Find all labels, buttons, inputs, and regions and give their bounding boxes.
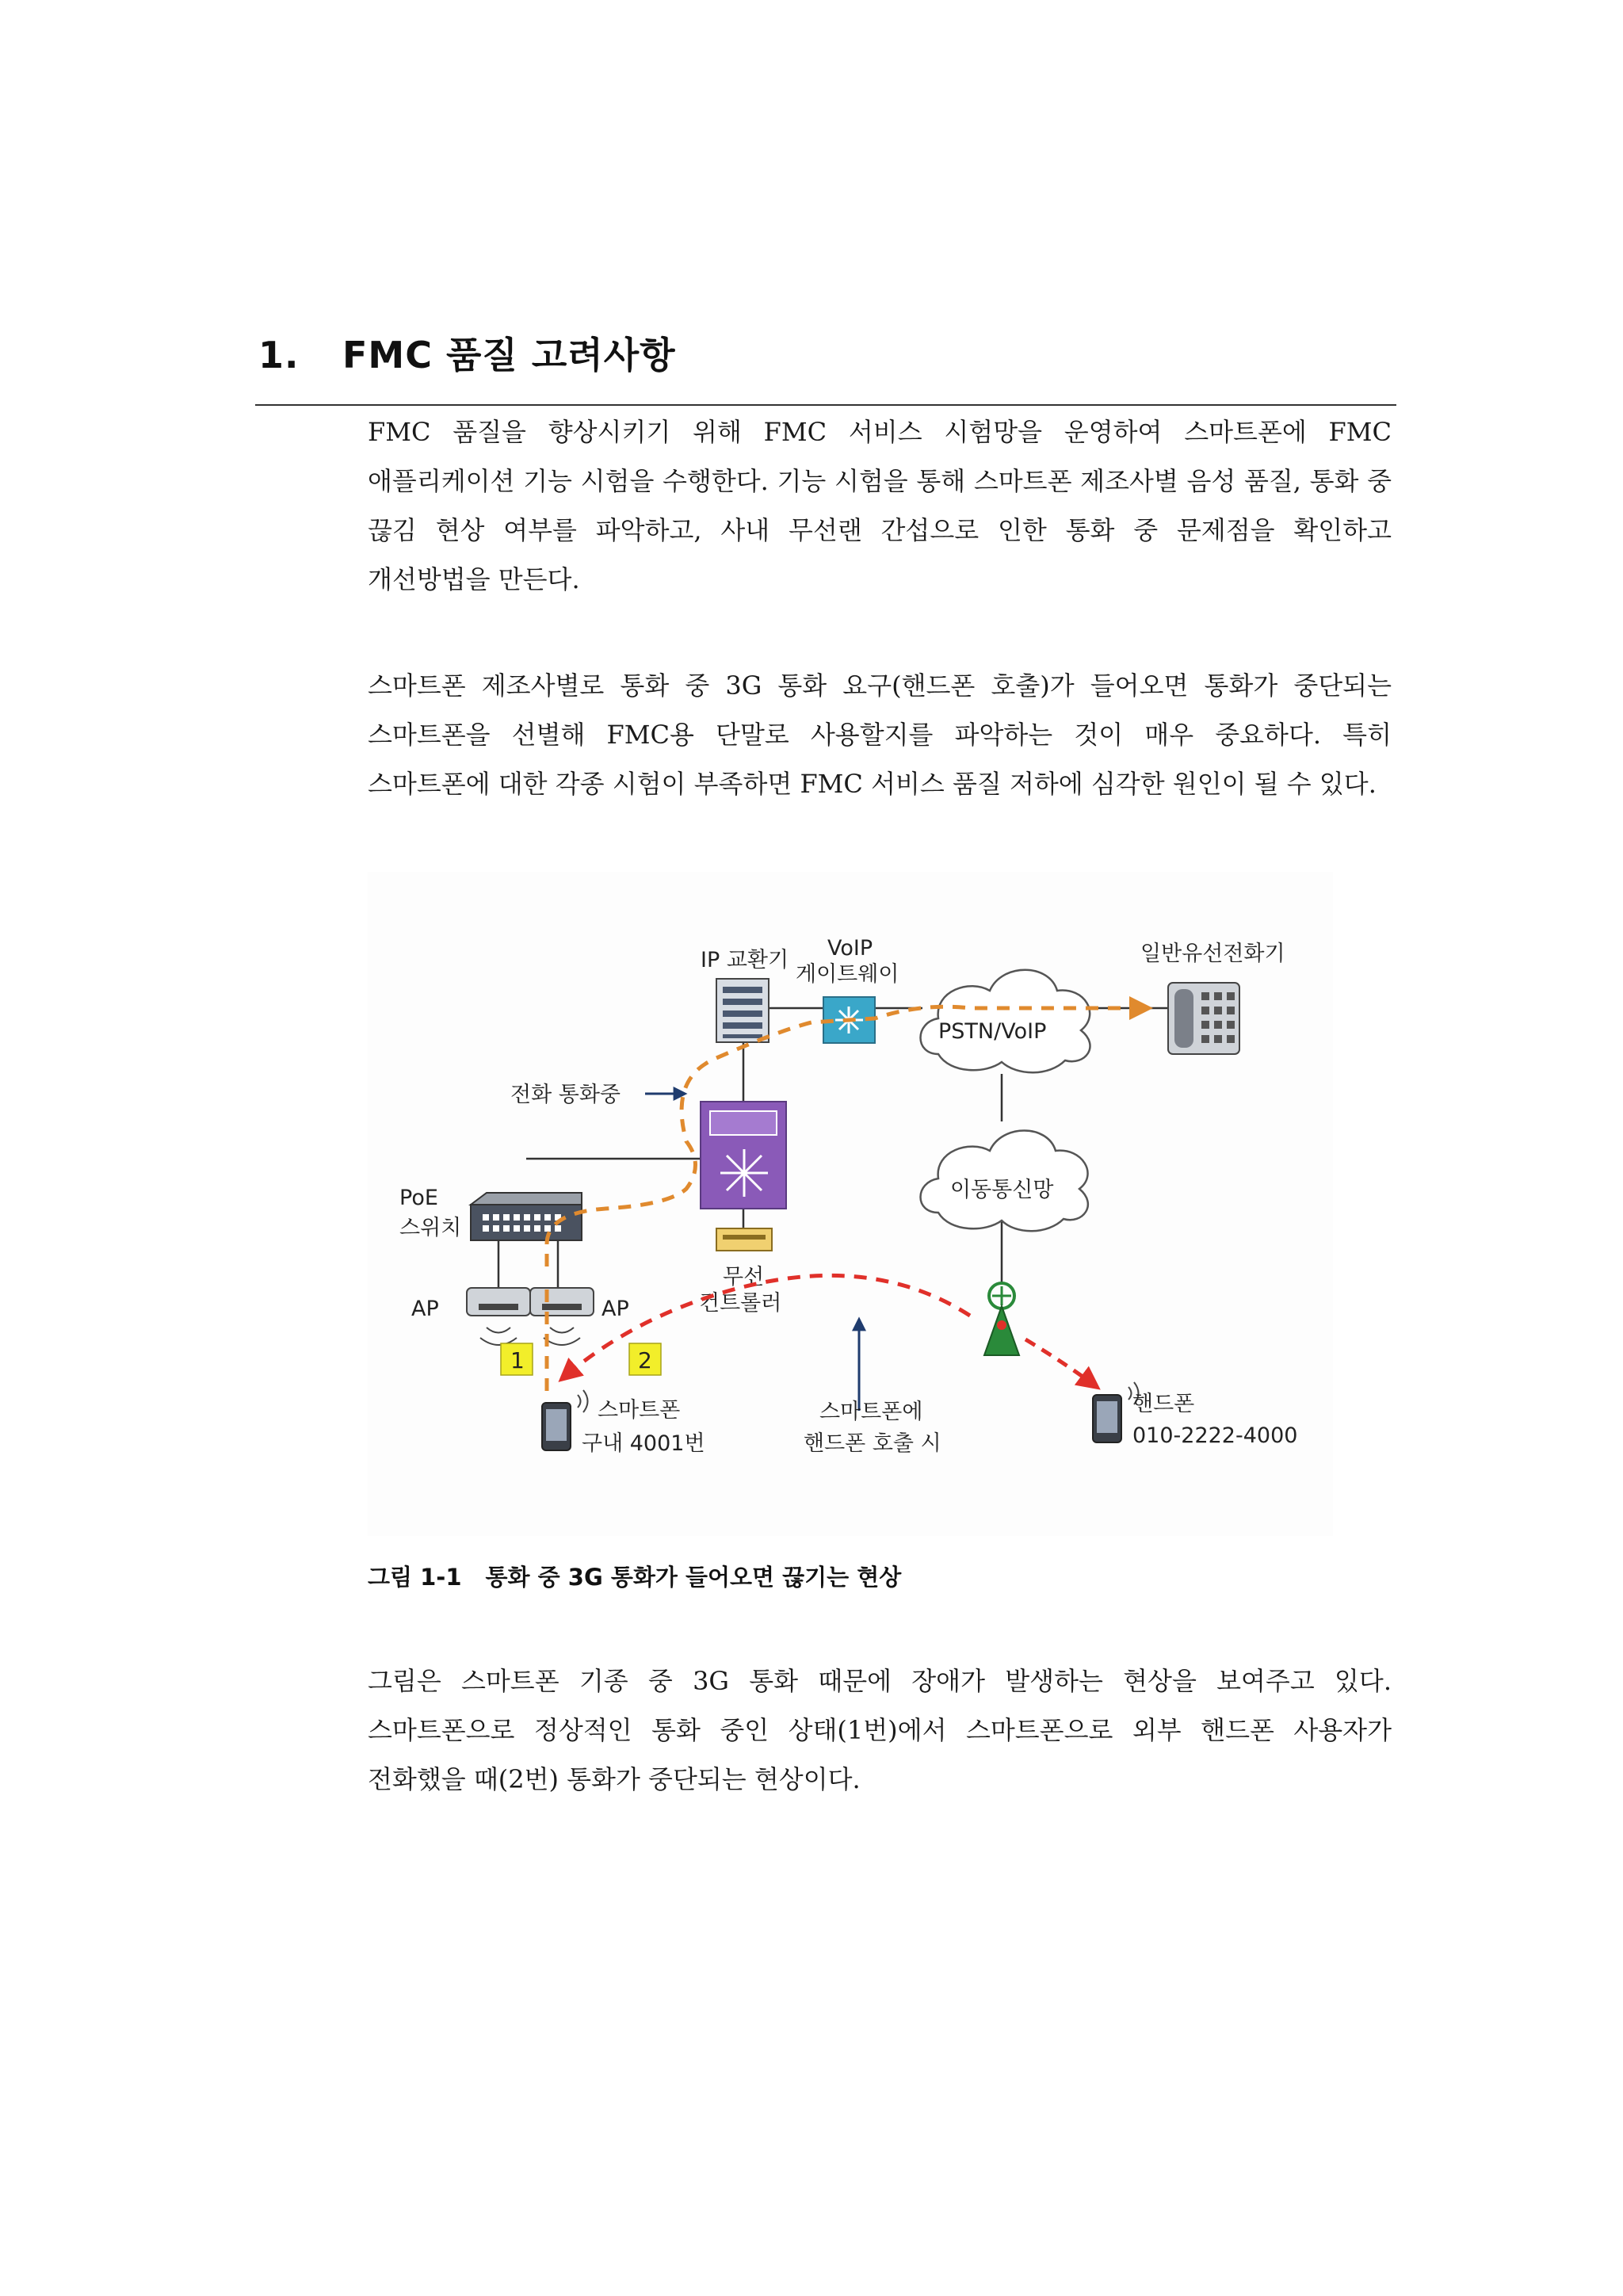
voip-gateway-label-1: VoIP — [827, 936, 873, 961]
wireless-controller-icon — [716, 1228, 772, 1251]
smartphone-label-2: 구내 4001번 — [582, 1431, 705, 1456]
section-title: FMC 품질 고려사항 — [342, 334, 676, 376]
figure-caption-text: 통화 중 3G 통화가 들어오면 끊기는 현상 — [485, 1564, 902, 1591]
pstn-label: PSTN/VoIP — [938, 1019, 1047, 1044]
ip-exchange-icon — [716, 979, 769, 1042]
badge-1-label: 1 — [510, 1347, 525, 1373]
heading-rule — [255, 404, 1396, 406]
ap-right-label: AP — [601, 1297, 629, 1321]
network-diagram — [368, 872, 1333, 1536]
body-paragraph-3: 그림은 스마트폰 기종 중 3G 통화 때문에 장애가 발생하는 현상을 보여주고 있다. 스마트폰으로 정상적인 통화 중인 상태(1번)에서 스마트폰으로 외부 핸드폰 사용자가 전화했을 때(2번) 통화가 중단되는 현상이다. — [368, 1666, 1392, 1794]
badge-2 — [629, 1343, 661, 1375]
badge-1 — [501, 1343, 533, 1375]
section-number: 1. — [258, 334, 300, 376]
badge-2-label: 2 — [638, 1347, 652, 1373]
wireless-controller-label-1: 무선 — [723, 1265, 765, 1289]
ip-exchange-label: IP 교환기 — [701, 948, 789, 972]
landline-label: 일반유선전화기 — [1140, 942, 1285, 966]
call-event-label-1: 스마트폰에 — [819, 1400, 923, 1424]
figure-caption-label: 그림 1-1 — [368, 1564, 462, 1591]
poe-label-2: 스위치 — [399, 1216, 462, 1240]
handphone-label-1: 핸드폰 — [1132, 1392, 1195, 1416]
section-heading — [258, 327, 676, 379]
body-paragraph-2: 스마트폰 제조사별로 통화 중 3G 통화 요구(핸드폰 호출)가 들어오면 통화가 중단되는 스마트폰을 선별해 FMC용 단말로 사용할지를 파악하는 것이 매우 중요하다. 특히 스마트폰에 대한 각종 시험이 부족하면 FMC 서비스 품질 저하에 심각한 원인이 될 수 있다. — [368, 670, 1392, 799]
call-event-label-2: 핸드폰 호출 시 — [804, 1431, 941, 1456]
wireless-controller-label-2: 컨트롤러 — [699, 1291, 782, 1316]
body-paragraph-1: FMC 품질을 향상시키기 위해 FMC 서비스 시험망을 운영하여 스마트폰에 FMC 애플리케이션 기능 시험을 수행한다. 기능 시험을 통해 스마트폰 제조사별 음성 품질, 통화 중 끊김 현상 여부를 파악하고, 사내 무선랜 간섭으로 인한 통화 중 문제점을 확인하고 개선방법을 만든다. — [368, 417, 1392, 594]
ap-left-label: AP — [411, 1297, 439, 1321]
core-switch-icon — [701, 1102, 786, 1209]
smartphone-label-1: 스마트폰 — [598, 1398, 681, 1423]
figure-caption — [368, 1560, 901, 1592]
mobile-network-label: 이동통신망 — [950, 1178, 1054, 1202]
poe-label-1: PoE — [399, 1186, 438, 1210]
network-diagram-figure — [368, 872, 1333, 1536]
handphone-label-2: 010-2222-4000 — [1132, 1423, 1298, 1448]
voip-gateway-label-2: 게이트웨이 — [796, 962, 899, 987]
call-in-progress-label: 전화 통화중 — [510, 1083, 621, 1107]
landline-phone-icon — [1168, 983, 1239, 1054]
